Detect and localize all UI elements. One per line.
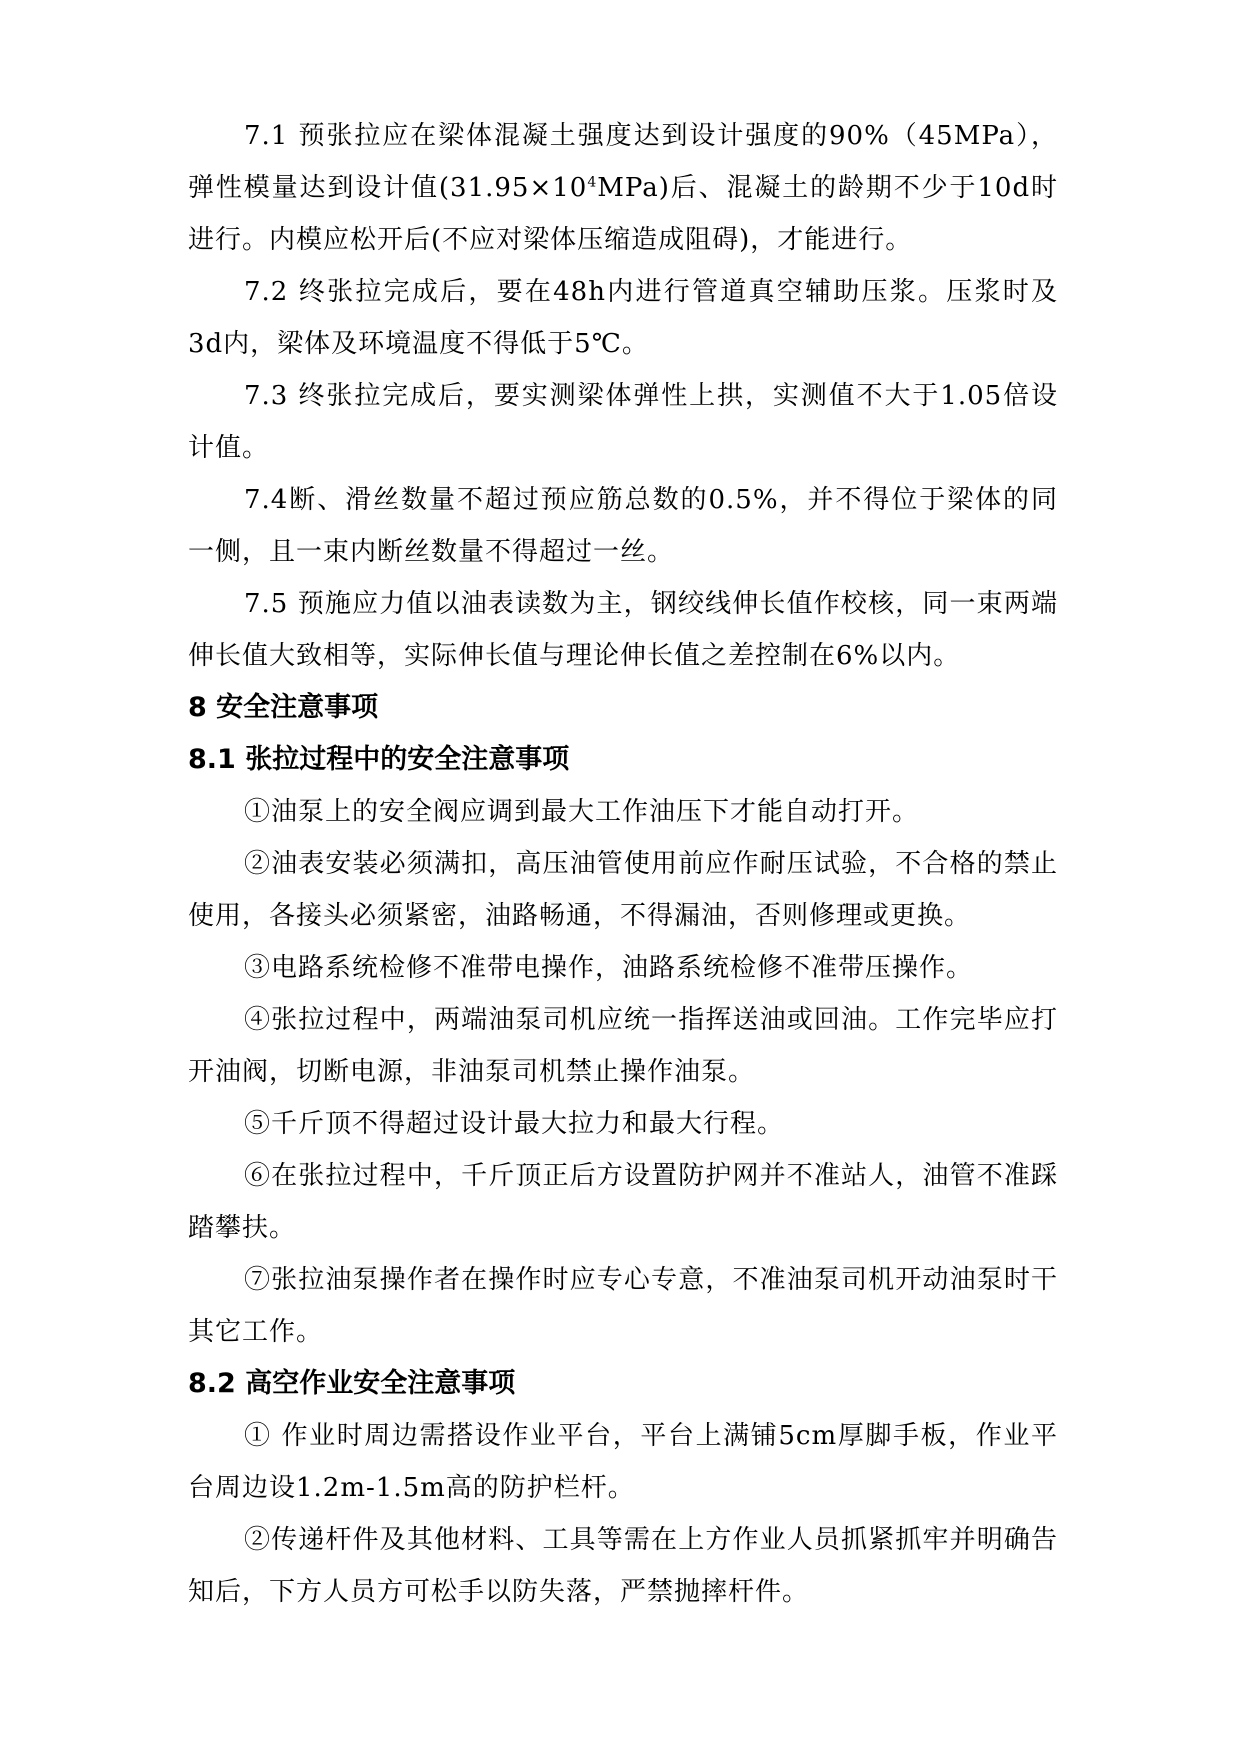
section-heading-8-1: 8.1 张拉过程中的安全注意事项 [188,744,570,775]
section-heading-8-2: 8.2 高空作业安全注意事项 [188,1368,516,1399]
paragraph-7-1-text-b: MPa)后、混凝土的龄期不少于10d时进行。内模应松开后(不应对梁体压缩造成阻碍)，才能进行。 [188,173,1058,255]
list-item-8-1-4: ④张拉过程中，两端油泵司机应统一指挥送油或回油。工作完毕应打开油阀，切断电源，非油泵司机禁止操作油泵。 [188,1005,1058,1087]
list-item-8-2-2: ②传递杆件及其他材料、工具等需在上方作业人员抓紧抓牢并明确告知后，下方人员方可松手以防失落，严禁抛摔杆件。 [188,1525,1058,1607]
document-page [188,110,1058,1618]
paragraph-7-1 [188,110,1058,266]
paragraph-7-4: 7.4断、滑丝数量不超过预应筋总数的0.5%，并不得位于梁体的同一侧，且一束内断丝数量不得超过一丝。 [188,485,1058,567]
list-item-8-1-2: ②油表安装必须满扣，高压油管使用前应作耐压试验，不合格的禁止使用，各接头必须紧密，油路畅通，不得漏油，否则修理或更换。 [188,849,1058,931]
paragraph-7-3: 7.3 终张拉完成后，要实测梁体弹性上拱，实测值不大于1.05倍设计值。 [188,381,1058,463]
list-item-8-1-1: ①油泵上的安全阀应调到最大工作油压下才能自动打开。 [244,797,920,827]
list-item-8-1-5: ⑤千斤顶不得超过设计最大拉力和最大行程。 [244,1109,785,1139]
paragraph-7-1-text-a: 7.1 预张拉应在梁体混凝土强度达到设计强度的90%（45MPa），弹性模量达到设计值(31.95×10 [188,121,1058,203]
list-item-8-1-6: ⑥在张拉过程中，千斤顶正后方设置防护网并不准站人，油管不准踩踏攀扶。 [188,1161,1058,1243]
list-item-8-1-3: ③电路系统检修不准带电操作，油路系统检修不准带压操作。 [244,953,974,983]
section-heading-8: 8 安全注意事项 [188,692,379,723]
paragraph-7-5: 7.5 预施应力值以油表读数为主，钢绞线伸长值作校核，同一束两端伸长值大致相等，实际伸长值与理论伸长值之差控制在6%以内。 [188,589,1058,671]
superscript-exponent: 4 [587,174,598,191]
list-item-8-2-1: ① 作业时周边需搭设作业平台，平台上满铺5cm厚脚手板，作业平台周边设1.2m-1.5m高的防护栏杆。 [188,1421,1058,1503]
paragraph-7-2: 7.2 终张拉完成后，要在48h内进行管道真空辅助压浆。压浆时及3d内，梁体及环境温度不得低于5℃。 [188,277,1058,359]
list-item-8-1-7: ⑦张拉油泵操作者在操作时应专心专意，不准油泵司机开动油泵时干其它工作。 [188,1265,1058,1347]
